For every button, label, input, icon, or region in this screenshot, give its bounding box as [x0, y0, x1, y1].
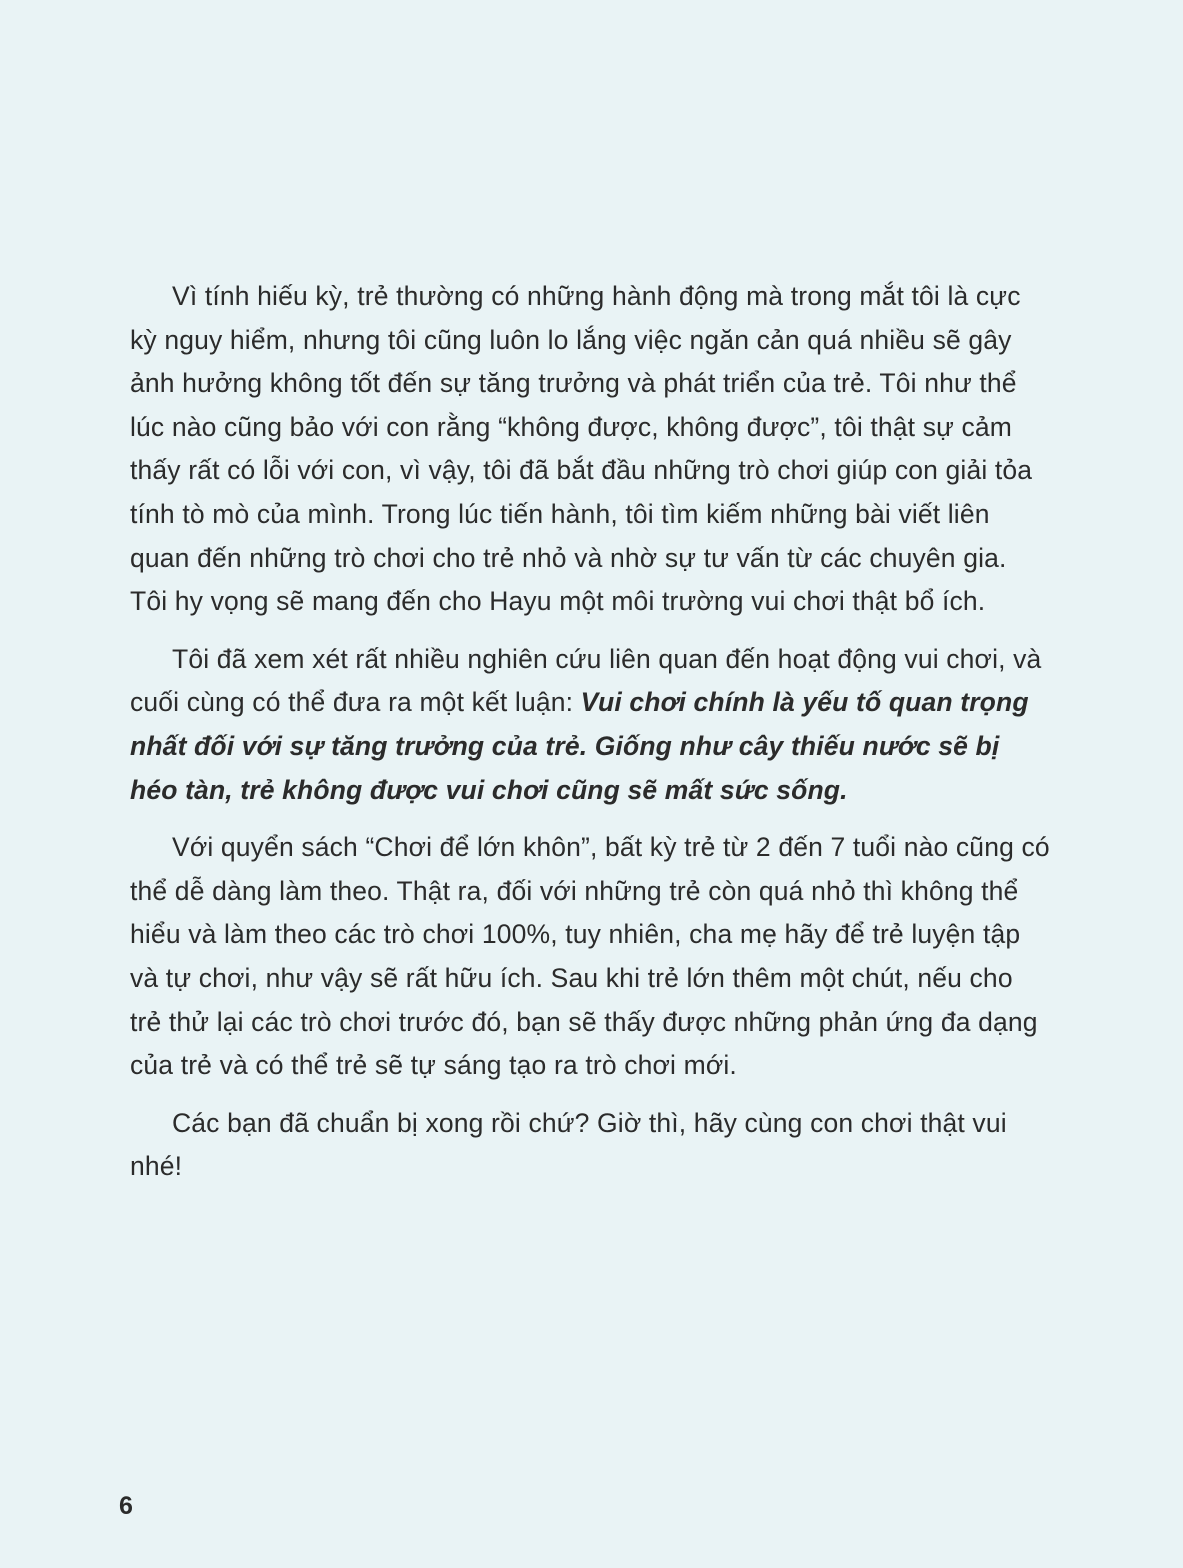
paragraph-3-text: Với quyển sách “Chơi để lớn khôn”, bất kỳ trẻ từ 2 đến 7 tuổi nào cũng có thể dễ dàng làm theo. Thật ra, đối với những trẻ còn quá nhỏ thì không thể hiểu và làm theo các trò chơi 100%, tuy nhiên, cha mẹ hãy để trẻ luyện tập và tự chơi, như vậy sẽ rất hữu ích. Sau khi trẻ lớn thêm một chút, nếu cho trẻ thử lại các trò chơi trước đó, bạn sẽ thấy được những phản ứng đa dạng của trẻ và có thể trẻ sẽ tự sáng tạo ra trò chơi mới.	[130, 832, 1050, 1081]
paragraph-1	[130, 275, 1050, 624]
paragraph-2-emphasis: Vui chơi chính là yếu tố quan trọng nhất đối với sự tăng trưởng của trẻ. Giống như cây thiếu nước sẽ bị héo tàn, trẻ không được vui chơi cũng sẽ mất sức sống.	[130, 687, 1029, 805]
paragraph-2-text: Tôi đã xem xét rất nhiều nghiên cứu liên quan đến hoạt động vui chơi, và cuối cùng có thể đưa ra một kết luận:	[130, 643, 1042, 718]
page-number: 6	[119, 1492, 133, 1520]
paragraph-4	[130, 1102, 1050, 1189]
body-text	[130, 275, 1050, 1203]
paragraph-4-text: Các bạn đã chuẩn bị xong rồi chứ? Giờ thì, hãy cùng con chơi thật vui nhé!	[130, 1107, 1007, 1182]
paragraph-3	[130, 826, 1050, 1088]
paragraph-2	[130, 638, 1050, 812]
paragraph-1-text: Vì tính hiếu kỳ, trẻ thường có những hành động mà trong mắt tôi là cực kỳ nguy hiểm, nhưng tôi cũng luôn lo lắng việc ngăn cản quá nhiều sẽ gây ảnh hưởng không tốt đến sự tăng trưởng và phát triển của trẻ. Tôi như thể lúc nào cũng bảo với con rằng “không được, không được”, tôi thật sự cảm thấy rất có lỗi với con, vì vậy, tôi đã bắt đầu những trò chơi giúp con giải tỏa tính tò mò của mình. Trong lúc tiến hành, tôi tìm kiếm những bài viết liên quan đến những trò chơi cho trẻ nhỏ và nhờ sự tư vấn từ các chuyên gia. Tôi hy vọng sẽ mang đến cho Hayu một môi trường vui chơi thật bổ ích.	[130, 281, 1033, 617]
